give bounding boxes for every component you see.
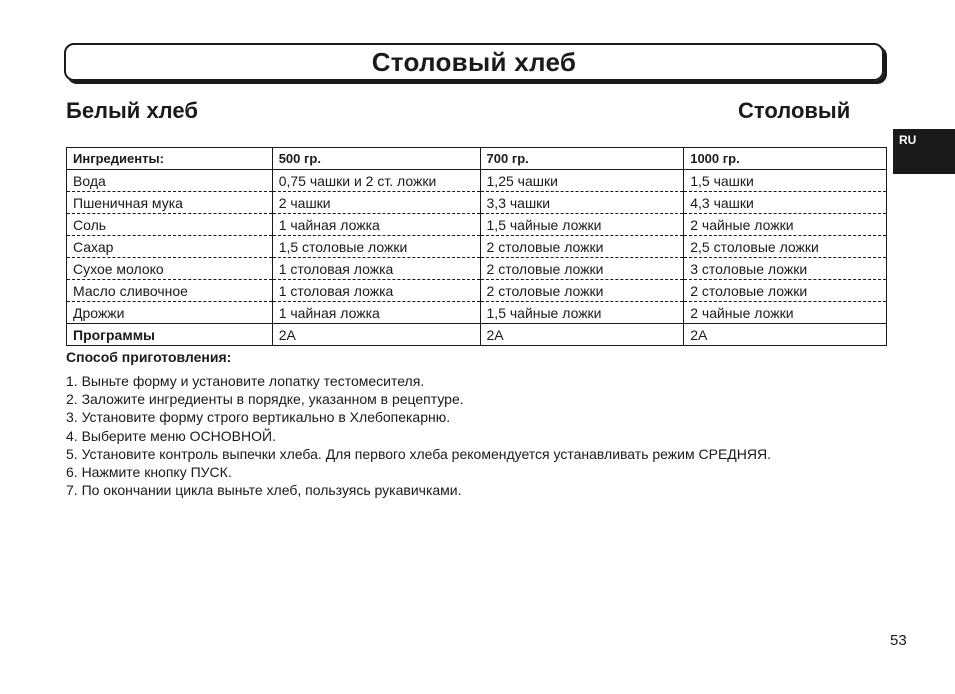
page-number: 53 [890,632,907,649]
ingredient-cell: Дрожжи [67,302,273,324]
amount-cell: 3 столовые ложки [684,258,887,280]
table-row [67,280,887,302]
amount-cell: 1 чайная ложка [272,302,480,324]
program-cell: 2A [272,324,480,346]
method-steps [66,372,771,499]
amount-cell: 1 столовая ложка [272,280,480,302]
ingredients-table [66,147,887,346]
table-row [67,214,887,236]
list-item: 1. Выньте форму и установите лопатку тестомесителя. [66,373,425,389]
program-row [67,324,887,346]
table-row [67,170,887,192]
list-item: 4. Выберите меню ОСНОВНОЙ. [66,427,276,444]
amount-cell: 2,5 столовые ложки [684,236,887,258]
amount-cell: 2 столовые ложки [480,236,684,258]
header-500g: 500 гр. [272,148,480,170]
program-cell: 2A [684,324,887,346]
method-title: Способ приготовления: [66,349,232,365]
table-row [67,192,887,214]
ingredient-cell: Сухое молоко [67,258,273,280]
language-tab-label: RU [899,133,917,147]
ingredient-cell: Масло сливочное [67,280,273,302]
amount-cell: 1,5 чашки [684,170,887,192]
amount-cell: 1 чайная ложка [272,214,480,236]
title-box [64,43,884,81]
header-700g: 700 гр. [480,148,684,170]
program-label: Программы [67,324,273,346]
ingredient-cell: Сахар [67,236,273,258]
subtitle-bread-type: Белый хлеб [66,98,198,123]
amount-cell: 1,5 столовые ложки [272,236,480,258]
page-title: Столовый хлеб [371,46,577,77]
language-tab [893,129,955,174]
amount-cell: 2 чашки [272,192,480,214]
table-header-row [67,148,887,170]
subtitle-bread-kind: Столовый [738,98,851,123]
amount-cell: 1,5 чайные ложки [480,302,684,324]
ingredient-cell: Пшеничная мука [67,192,273,214]
ingredient-cell: Вода [67,170,273,192]
amount-cell: 1,25 чашки [480,170,684,192]
list-item: 5. Установите контроль выпечки хлеба. Для первого хлеба рекомендуется устанавливать режим СРЕДНЯЯ. [66,445,771,462]
header-1000g: 1000 гр. [684,148,887,170]
amount-cell: 2 столовые ложки [684,280,887,302]
amount-cell: 2 столовые ложки [480,258,684,280]
amount-cell: 2 чайные ложки [684,214,887,236]
amount-cell: 1 столовая ложка [272,258,480,280]
amount-cell: 3,3 чашки [480,192,684,214]
amount-cell: 2 столовые ложки [480,280,684,302]
amount-cell: 4,3 чашки [684,192,887,214]
table-row [67,236,887,258]
ingredient-cell: Соль [67,214,273,236]
program-cell: 2A [480,324,684,346]
list-item: 2. Заложите ингредиенты в порядке, указанном в рецептуре. [66,391,464,408]
list-item: 6. Нажмите кнопку ПУСК. [66,464,232,481]
header-ingredients: Ингредиенты: [67,148,273,170]
amount-cell: 2 чайные ложки [684,302,887,324]
table-row [67,302,887,324]
list-item: 3. Установите форму строго вертикально в Хлебопекарню. [66,409,451,426]
amount-cell: 1,5 чайные ложки [480,214,684,236]
table-row [67,258,887,280]
amount-cell: 0,75 чашки и 2 ст. ложки [272,170,480,192]
list-item: 7. По окончании цикла выньте хлеб, пользуясь рукавичками. [66,482,462,499]
